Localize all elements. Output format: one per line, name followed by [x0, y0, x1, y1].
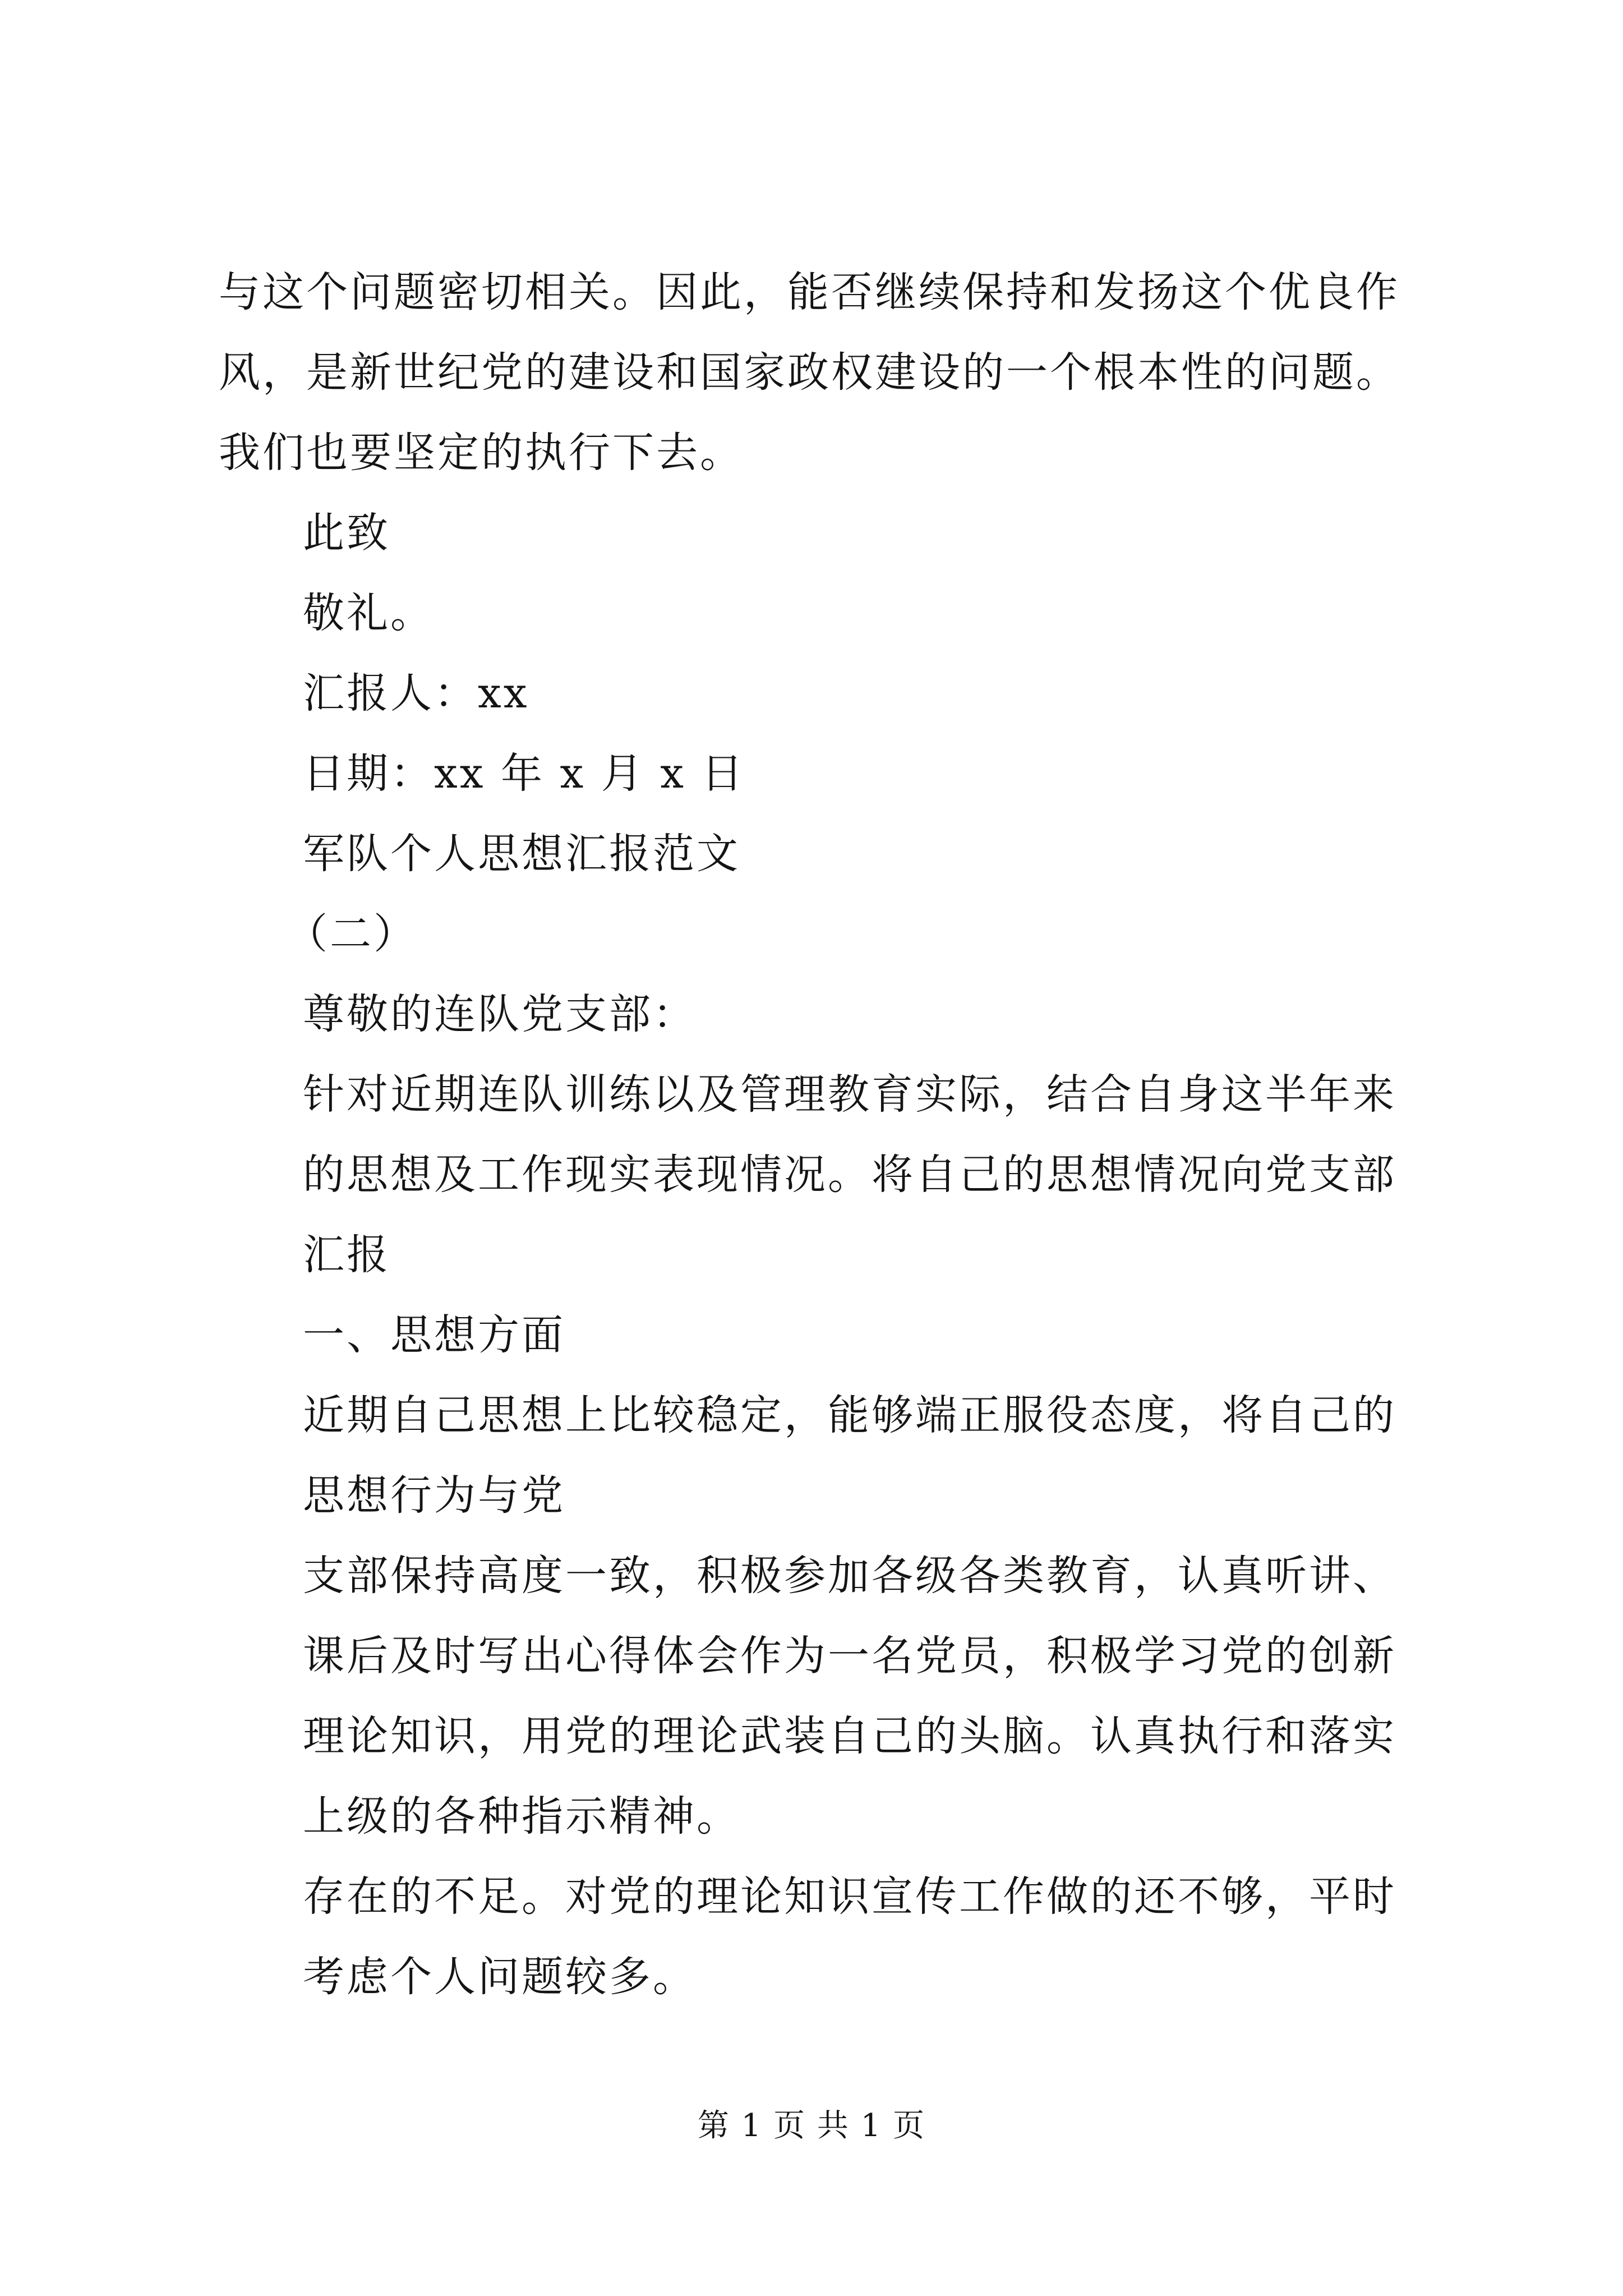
- paragraph-greeting: 尊敬的连队党支部：: [303, 990, 697, 1038]
- paragraph-intro: 针对近期连队训练以及管理教育实际，结合自身这半年来的思想及工作现实表现情况。将自己的思想情况向党支部汇报: [303, 1070, 1396, 1279]
- paragraph-section-number: （二）: [286, 910, 417, 958]
- paragraph-section-title: 军队个人思想汇报范文: [303, 830, 740, 878]
- paragraph-reporter: 汇报人：xx: [303, 669, 529, 717]
- paragraph-heading-thought: 一、思想方面: [303, 1311, 565, 1359]
- paragraph-continuation: 与这个问题密切相关。因此，能否继续保持和发扬这个优良作风，是新世纪党的建设和国家政权建设的一个根本性的问题。我们也要坚定的执行下去。: [219, 268, 1400, 477]
- page-footer: [0, 2106, 1623, 2146]
- paragraph-thought-1: 近期自己思想上比较稳定，能够端正服役态度，将自己的思想行为与党: [303, 1391, 1396, 1520]
- paragraph-regards: 敬礼。: [303, 589, 434, 637]
- paragraph-date: 日期：xx 年 x 月 x 日: [303, 749, 745, 798]
- paragraph-shortcomings: 存在的不足。对党的理论知识宣传工作做的还不够，平时考虑个人问题较多。: [303, 1872, 1396, 2001]
- document-body: [219, 252, 1424, 2017]
- page-number-label: 第 1 页 共 1 页: [697, 2108, 926, 2144]
- paragraph-thought-2: 支部保持高度一致，积极参加各级各类教育，认真听讲、课后及时写出心得体会作为一名党员，积极学习党的创新理论知识，用党的理论武装自己的头脑。认真执行和落实上级的各种指示精神。: [303, 1552, 1396, 1841]
- paragraph-salutation-close: 此致: [303, 509, 390, 557]
